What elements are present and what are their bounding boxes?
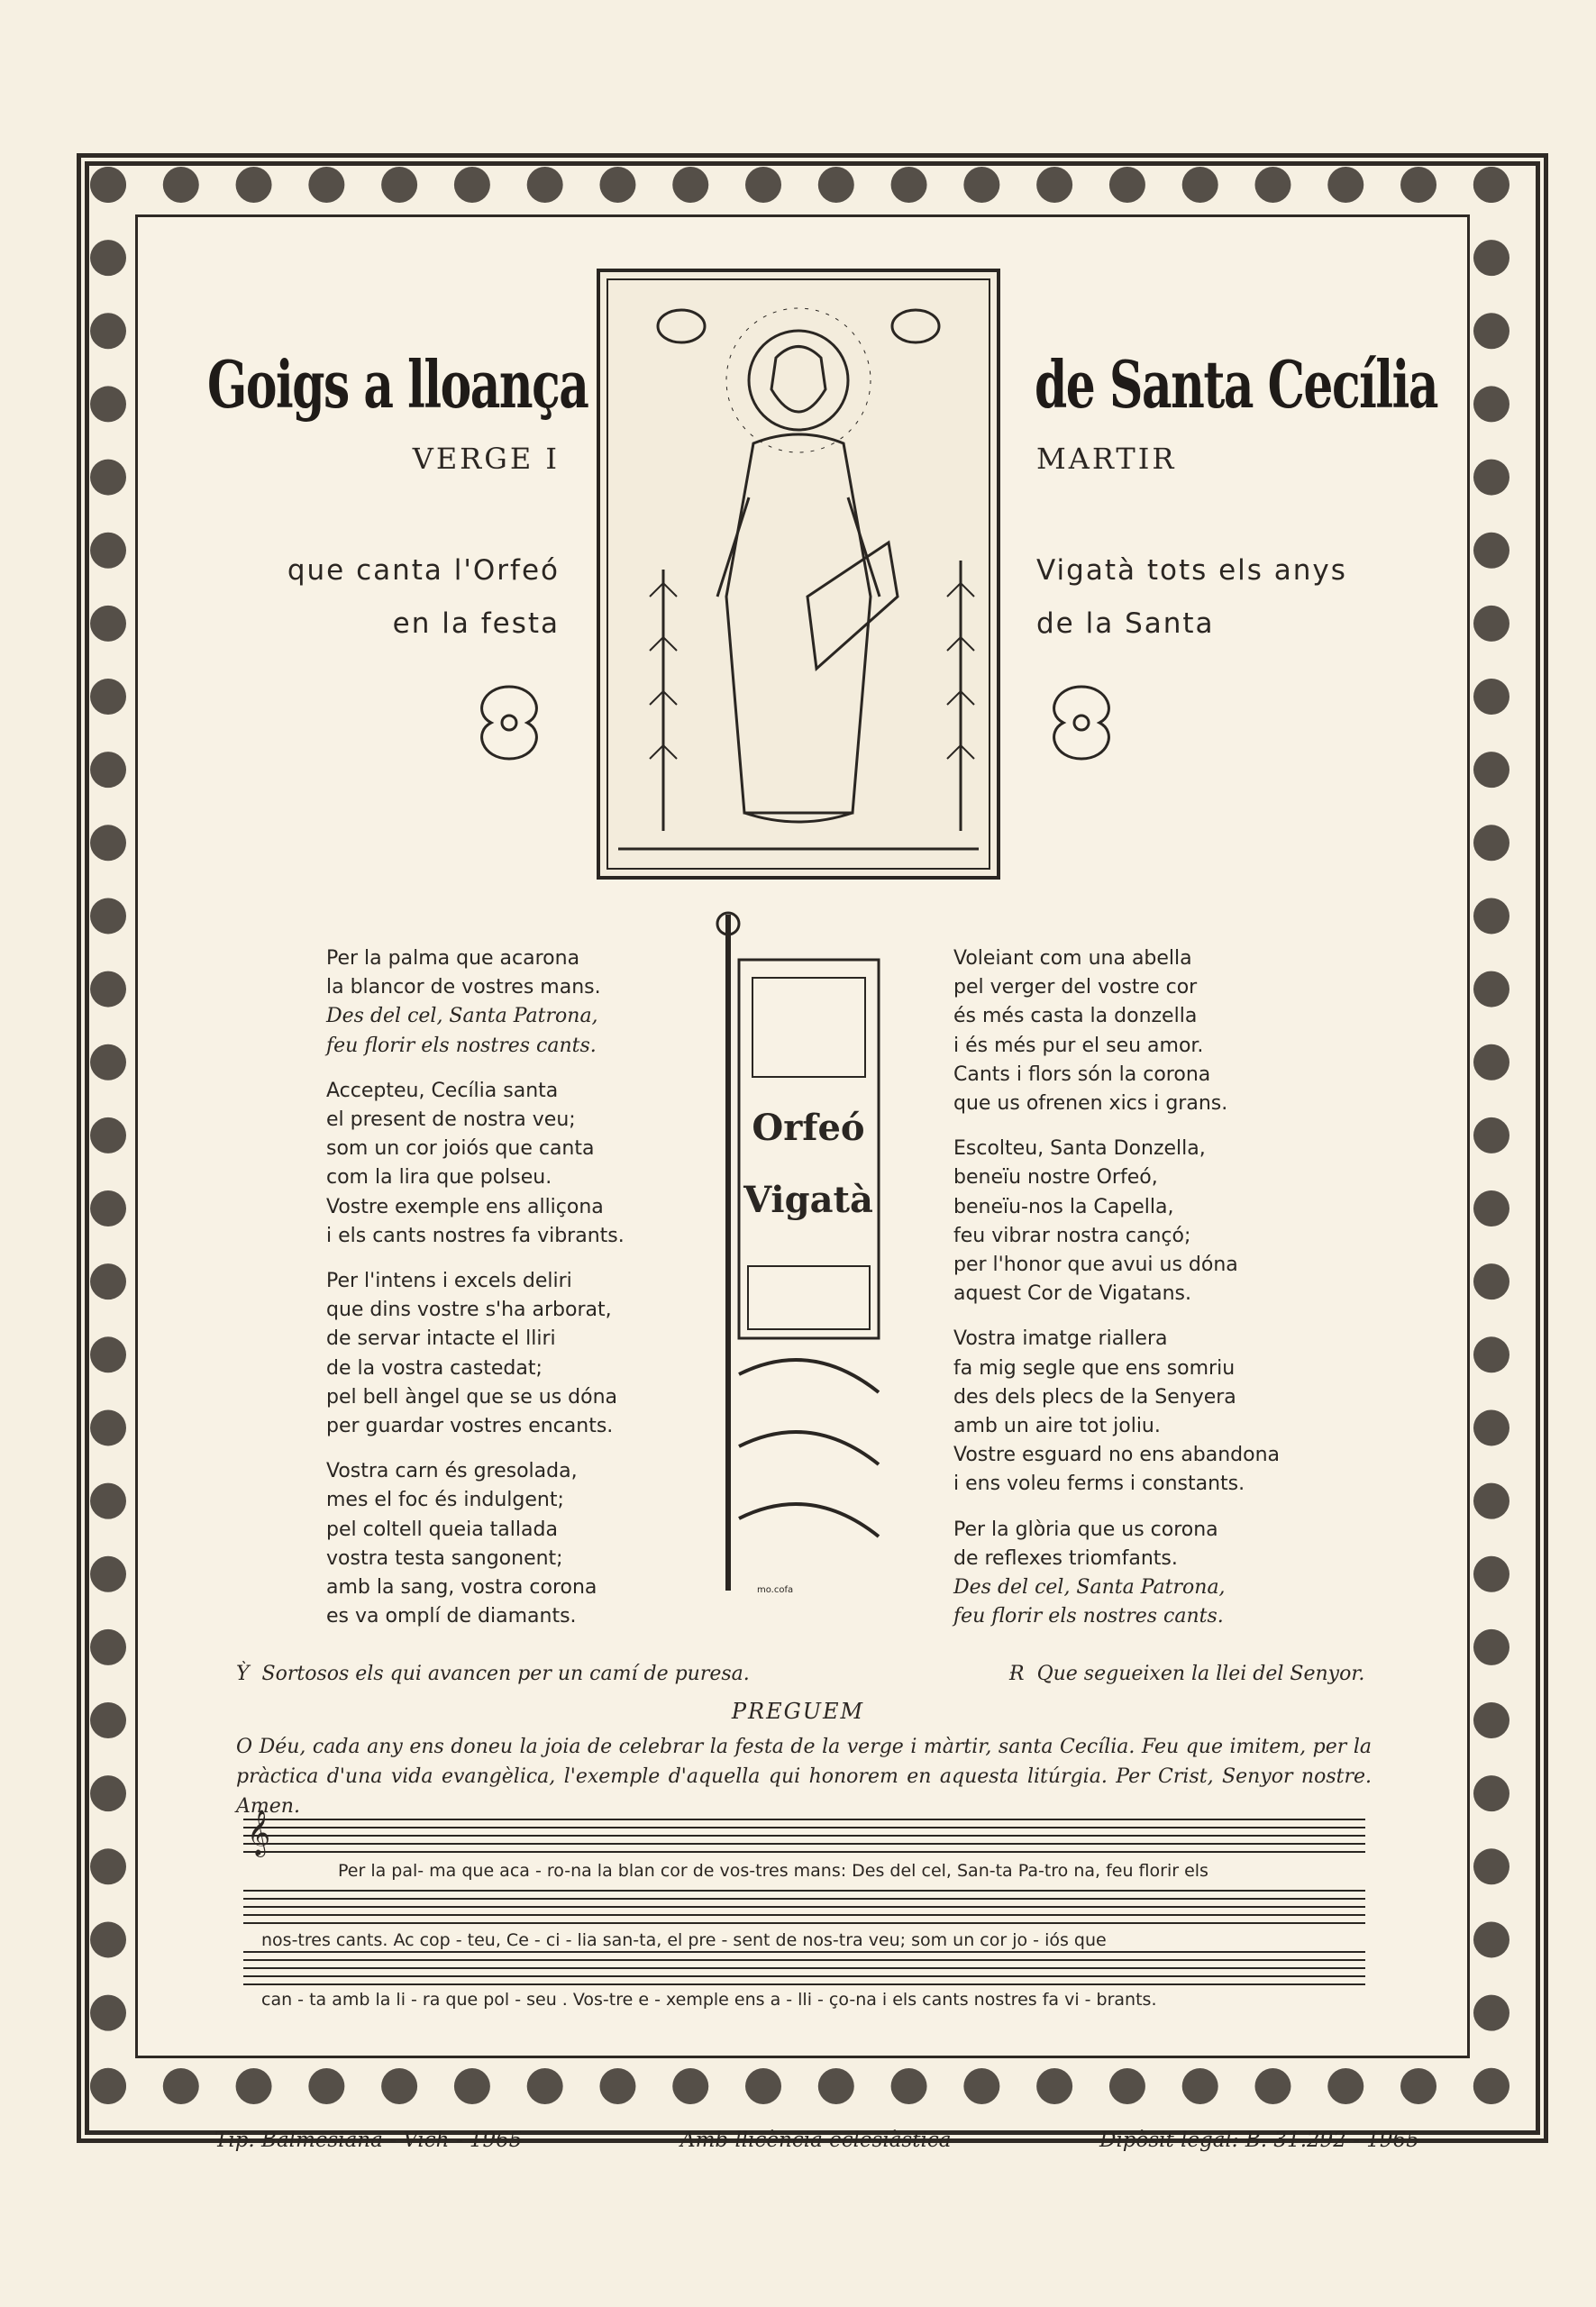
orfeo-banner-engraving bbox=[703, 906, 892, 1600]
lyrics-line-3: can - ta amb la li - ra que pol - seu . Vos-tre e - xemple ens a - lli - ço-na i els cants nostres fa vi - brants. bbox=[261, 1990, 1157, 2010]
response-mark: Ɍ bbox=[1009, 1663, 1025, 1685]
flourish-ornament-right bbox=[1036, 678, 1126, 768]
music-staff-3 bbox=[243, 1951, 1365, 1987]
legal-deposit: Dipòsit legal: B. 31.292 - 1965 bbox=[1099, 2129, 1419, 2152]
printer-imprint: Tip. Balmesiana - Vich - 1965 bbox=[214, 2129, 523, 2152]
banner-word-orfeo: Orfeó bbox=[752, 1107, 865, 1149]
versicle: Ỳ Sortosos els qui avancen per un camí de puresa. bbox=[236, 1663, 750, 1685]
engraver-signature: mo.cofa bbox=[757, 1585, 794, 1595]
subtitle-right: MARTIR bbox=[1036, 442, 1177, 476]
response: Ɍ Que segueixen la llei del Senyor. bbox=[1009, 1663, 1365, 1685]
flourish-ornament-left bbox=[464, 678, 554, 768]
lyrics-line-1: Per la pal- ma que aca - ro-na la blan cor de vos-tres mans: Des del cel, San-ta Pa-tro na, feu florir els bbox=[338, 1861, 1208, 1881]
music-staff-1 bbox=[243, 1810, 1365, 1856]
saint-cecilia-engraving bbox=[597, 269, 1000, 880]
subtitle-left: VERGE I bbox=[412, 442, 560, 476]
treble-clef-icon: 𝄞 bbox=[247, 1810, 271, 1856]
prayer-heading: PREGUEM bbox=[731, 1699, 865, 1724]
lyrics-line-2: nos-tres cants. Ac cop - teu, Ce - ci - lia san-ta, el pre - sent de nos-tra veu; som un cor jo - iós que bbox=[261, 1930, 1107, 1950]
title-right: de Santa Cecília bbox=[1035, 346, 1438, 423]
dedication-left: que canta l'Orfeó en la festa bbox=[287, 554, 560, 640]
poem-left-column: Per la palma que acarona la blancor de vostres mans. Des del cel, Santa Patrona, feu florir els nostres cants. Accepteu, Cecília santa el present de nostra veu; som un cor joiós que canta com la lira que polseu. Vostre exemple ens alliçona i els cants nostres fa vibrants. Per l'intens i excels deliri que dins vostre s'ha arborat, de servar intacte el lliri de la vostra castedat; pel bell àngel que se us dóna per guardar vostres encants. Vostra carn és gresolada, mes el foc és indulgent; pel coltell queia tallada vostra testa sangonent; amb la sang, vostra corona es va omplí de diamants. bbox=[326, 947, 625, 1628]
banner-word-vigata: Vigatà bbox=[743, 1179, 873, 1221]
dedication-right: Vigatà tots els anys de la Santa bbox=[1036, 554, 1347, 640]
music-staff-2 bbox=[243, 1890, 1365, 1926]
prayer-text: O Déu, cada any ens doneu la joia de celebrar la festa de la verge i màrtir, santa Cecília. Feu que imitem, per la pràctica d'una vida evangèlica, l'exemple d'aquella qui honorem en aquesta litúrgia. Per Crist, Senyor nostre. Amen. bbox=[236, 1736, 1372, 1818]
ecclesiastical-license: Amb llicència eclesiàstica bbox=[680, 2129, 952, 2152]
poem-right-column: Voleiant com una abella pel verger del vostre cor és més casta la donzella i és més pur el seu amor. Cants i flors són la corona que us ofrenen xics i grans. Escolteu, Santa Donzella, beneïu nostre Orfeó, beneïu-nos la Capella, feu vibrar nostra cançó; per l'honor que avui us dóna aquest Cor de Vigatans. Vostra imatge riallera fa mig segle que ens somriu des dels plecs de la Senyera amb un aire tot joliu. Vostre esguard no ens abandona i ens voleu ferms i constants. Per la glòria que us corona de reflexes triomfants. Des del cel, Santa Patrona, feu florir els nostres cants. bbox=[953, 947, 1281, 1628]
title-left: Goigs a lloança bbox=[207, 346, 588, 423]
versicle-mark: Ỳ bbox=[236, 1663, 250, 1685]
